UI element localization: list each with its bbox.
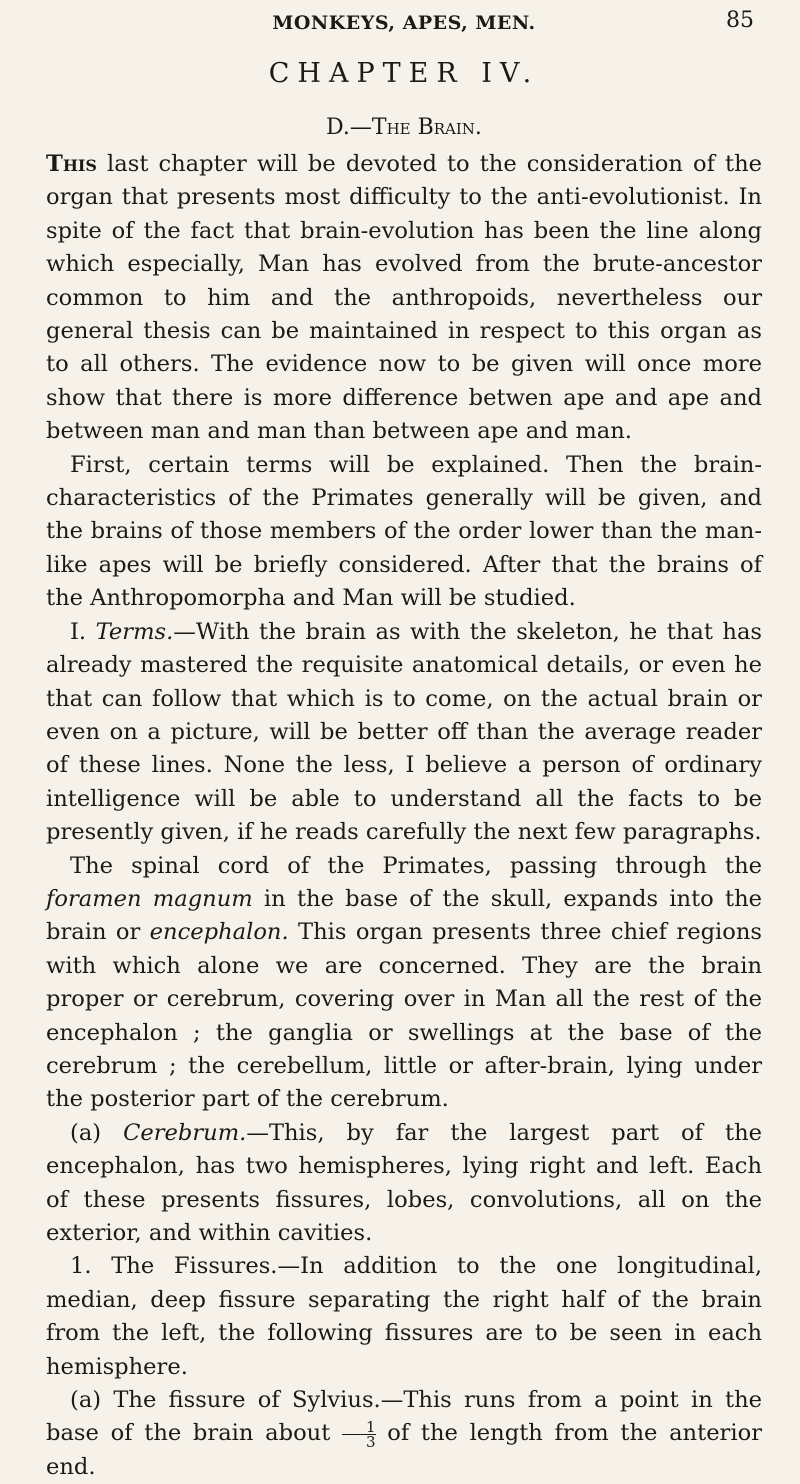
paragraph: [46, 1250, 762, 1384]
paragraph: [46, 1384, 762, 1484]
item-label: (a): [70, 1119, 124, 1146]
running-title: MONKEYS, APES, MEN.: [272, 12, 536, 34]
fraction: [342, 1417, 376, 1451]
paragraph-text: —This, by far the largest part of the encephalon, has two hemispheres, lying right and left. Each of these presents fissures, lobes, convolutions, all on the exterior, and within cavities.: [46, 1119, 762, 1246]
paragraph-text: 1. The Fissures.—In addition to the one longitudinal, median, deep fissure separating the right half of the brain from the left, the following fissures are to be seen in each hemisphere.: [46, 1253, 762, 1380]
paragraph-lead: This: [46, 151, 97, 177]
paragraph: [46, 148, 762, 449]
term: encephalon.: [149, 919, 289, 946]
item-label: I.: [70, 618, 96, 645]
fraction-denominator: 3: [366, 1432, 376, 1451]
paragraph-text: First, certain terms will be explained. Then the brain-characteristics of the Primates generally will be given, and the brains of those members of the order lower than the man-like apes will be briefly considered. After that the brains of the Anthropomorpha and Man will be studied.: [46, 451, 762, 612]
fraction-numerator: 1: [342, 1420, 376, 1435]
paragraph-text: This organ presents three chief regions with which alone we are concerned. They are the brain proper or cerebrum, covering over in Man all the rest of the encephalon ; the ganglia or swellings at the base of the cerebrum ; the cerebellum, little or after-brain, lying under the posterior part of the cerebrum.: [46, 919, 763, 1113]
body-text: [46, 148, 762, 1484]
paragraph-text: of the length from the anterior end.: [46, 1420, 762, 1480]
section-title: D.—The Brain.: [326, 115, 482, 140]
paragraph: [46, 850, 762, 1117]
chapter-title: CHAPTER IV.: [268, 58, 540, 89]
running-head: [46, 0, 762, 40]
paragraph: [46, 616, 762, 850]
paragraph: [46, 449, 762, 616]
paragraph-text: (a) The fissure of Sylvius.—This runs from a point in the base of the brain about: [46, 1387, 762, 1447]
term: foramen magnum: [46, 885, 253, 912]
paragraph-text: —With the brain as with the skeleton, he that has already mastered the requisite anatomical details, or even he that can follow that which is to come, on the actual brain or even on a picture, will be better off than the average reader of these lines. None the less, I believe a person of ordinary intelligence will be able to understand all the facts to be presently given, if he reads carefully the next few paragraphs.: [46, 618, 763, 846]
page-number: 85: [726, 8, 754, 33]
paragraph-text: last chapter will be devoted to the consideration of the organ that presents most difficulty to the anti-evolutionist. In spite of the fact that brain-evolution has been the line along which especially, Man has evolved from the brute-ancestor common to him and the anthropoids, nevertheless our general thesis can be maintained in respect to this organ as to all others. The evidence now to be given will once more show that there is more difference betwen ape and ape and between man and man than between ape and man.: [46, 151, 762, 445]
term: Cerebrum.: [123, 1119, 247, 1146]
paragraph-text: The spinal cord of the Primates, passing through the: [70, 852, 762, 879]
term: Terms.: [95, 618, 174, 645]
paragraph-text: in the base of the skull, expands into the brain or: [46, 885, 762, 946]
paragraph: [46, 1117, 762, 1251]
